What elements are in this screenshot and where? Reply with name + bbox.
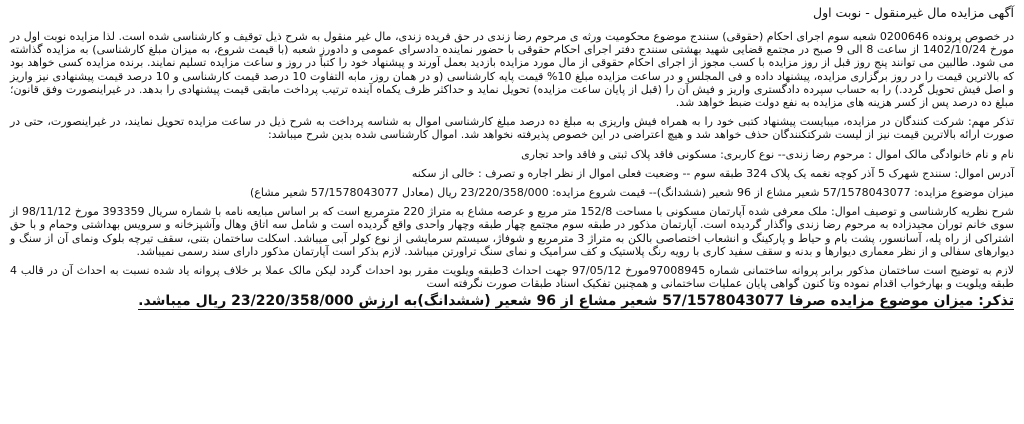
final-note bbox=[10, 292, 1014, 310]
address-line: آدرس اموال: سنندج شهرک 5 آذر کوچه نغمه یک پلاک 324 طبقه سوم -- وضعیت فعلی اموال از نظر اجاره و تصرف : خالی از سکنه bbox=[411, 166, 1014, 180]
final-note-text: تذکر: میزان موضوع مزایده صرفا 57/1578043077 شعیر مشاع از 96 شعیر (ششدانگ)به ارزش 23/220/358/000 ریال میباشد. bbox=[138, 293, 1014, 310]
intro-paragraph: در خصوص پرونده 0200646 شعبه سوم اجرای احکام (حقوقی) سنندج موضوع محکومیت ورثه ی مرحوم رضا زندی در حق فریده زندی، مال غیر منقول به شرح ذیل توقیف و کارشناسی شده است. لذا مزایده نوبت اول در مورخ 1402/10/24 از ساعت 8 الی 9 صبح در مجتمع قضایی شهید بهشتی سنندج دفتر اجرای احکام حقوقی با حضور نماینده دادسرای عمومی و دادورز شعبه (با قیمت شروع، به میزان مبلغ کارشناسی) به مزایده گذاشته می شود. طالبین می توانند پنج روز قبل از روز مزایده با کسب مجوز از اجرای احکام حقوقی از مال مورد مزایده بازدید بعمل آورند و پیشنهاد خود را کتباً در روز و ساعت مزایده تسلیم نمایند. برنده مزایده کسی خواهد بود که بالاترین قیمت را در روز برگزاری مزایده، پیشنهاد داده و فی المجلس و در ساعت مزایده مبلغ 10% قیمت پایه کارشناسی (و در همان روز، مابه التفاوت 10 درصد قیمت کارشناسی و 10 درصد قیمت پیشنهادی نیز واریز و اصل فیش تحویل گردد.) را به حساب سپرده دادگستری واریز و فیش آن را (قبل از پایان ساعت مزایده) تحویل نماید و حداکثر ظرف یکماه آینده ترتیب پرداخت مابقی قیمت پیشنهادی را بدهد. در غیراینصورت وفق قانون؛ مبلغ ده درصد پس از کسر هزینه های مزایده به نفع دولت ضبط خواهد شد. bbox=[10, 30, 1015, 110]
owner-line: نام و نام خانوادگی مالک اموال : مرحوم رضا زندی-- نوع کاربری: مسکونی فاقد پلاک ثبتی و فاقد واحد تجاری bbox=[521, 147, 1014, 161]
permit-note: لازم به توضیح است ساختمان مذکور برابر پروانه ساختمانی شماره 97008945مورخ 97/05/12 جهت احداث 3طبقه ویلویت مقرر بود احداث گردد لیکن مالک عملا بر خلاف پروانه یاد شده نسبت به احداث آن در قالب 4 طبقه ویلویت و بهارخواب اقدام نموده وتا کنون گواهی پایان عملیات ساختمانی و همچنین تفکیک اسناد طبقات صورت نگرفته است bbox=[10, 264, 1014, 291]
share-line: میزان موضوع مزایده: 57/1578043077 شعیر مشاع از 96 شعیر (ششدانگ)-- قیمت شروع مزایده: 23/220/358/000 ریال (معادل 57/1578043077 شعیر مشاع) bbox=[250, 186, 1014, 200]
expert-description: شرح نظریه کارشناسی و توصیف اموال: ملک معرفی شده آپارتمان مسکونی با مساحت 152/8 متر مربع و عرصه مشاع به متراژ 220 مترمربع است که بر اساس مبایعه نامه با شماره سریال 393359 مورخ 98/11/12 از سوی خانم توران مجیدزاده به مرحوم رضا زندی واگذار گردیده است. آپارتمان مذکور در طبقه سوم مجتمع چهار طبقه وچهار واحدی واقع گردیده است و شامل سه اتاق وهال وآشپزخانه و سرویس بهداشتی وحمام و با حق اشتراکی از راه پله، آسانسور، پشت بام و حیاط و پارکینگ و انشعاب اختصاصی بالکن به متراژ 3 مترمربع و شوفاژ، سیستم سرمایشی از نوع کولر آبی میباشد. اسکلت ساختمان بتنی، سقف تیرچه بلوک ونمای آن از سنگ و دیوارهای سفالی و از نظر معماری دیوارها و بدنه و سقف سفید کاری با رویه رنگ پلاستیک و کف سرامیک و نمای سنگ تراورتن میباشد. لازم بذکر است آپارتمان مذکور دارای سند رسمی نمیباشد. bbox=[10, 205, 1014, 258]
notice-title: آگهی مزایده مال غیرمنقول - نوبت اول bbox=[812, 5, 1014, 20]
important-note: تذکر مهم: شرکت کنندگان در مزایده، میبایست پیشنهاد کتبی خود را به همراه فیش واریزی به مبلغ ده درصد مبلغ کارشناسی اموال به شناسه پرداخت به شرح ذیل در ساعت مزایده تحویل نمایند، در غیراینصورت، حتی در صورت ارائه بالاترین قیمت نیز از لیست شرکتکنندگان حذف خواهد شد و هیچ اعتراضی در این خصوص پذیرفته نخواهد شد. اموال کارشناسی شده بدین شرح میباشد: bbox=[10, 115, 1014, 142]
